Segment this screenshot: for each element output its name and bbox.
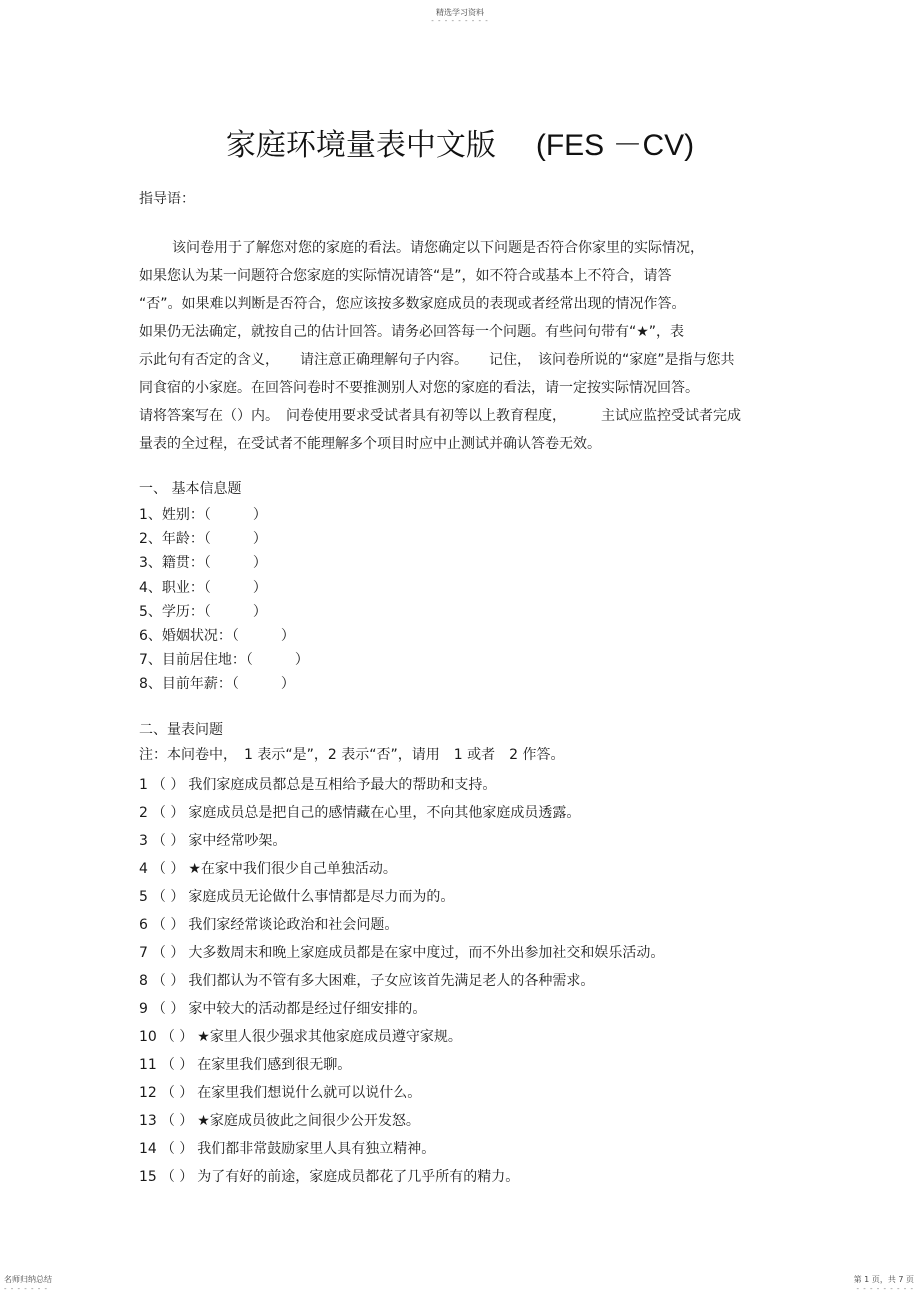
answer-blank[interactable]: （ ） [160, 1057, 194, 1073]
question-item: 12 （ ） 在家里我们想说什么就可以说什么。 [139, 1085, 422, 1101]
guide-line: 该问卷用于了解您对您的家庭的看法。请您确定以下问题是否符合你家里的实际情况， [172, 240, 704, 256]
answer-blank[interactable]: （ ） [151, 861, 185, 877]
question-item: 10 （ ） ★家里人很少强求其他家庭成员遵守家规。 [139, 1029, 462, 1045]
question-item: 6 （ ） 我们家经常谈论政治和社会问题。 [139, 917, 399, 933]
question-item: 9 （ ） 家中较大的活动都是经过仔细安排的。 [139, 1001, 427, 1017]
answer-blank[interactable]: （ ） [160, 1085, 194, 1101]
basic-info-item: 1、姓别：（ ） [139, 507, 267, 523]
guide-label: 指导语： [139, 191, 195, 207]
guide-line: “否”。如果难以判断是否符合，您应该按多数家庭成员的表现或者经常出现的情况作答。 [139, 296, 686, 312]
page-header-dashes: - - - - - - - - - [431, 17, 489, 25]
question-item: 3 （ ） 家中经常吵架。 [139, 833, 287, 849]
question-item: 8 （ ） 我们都认为不管有多大困难，子女应该首先满足老人的各种需求。 [139, 973, 595, 989]
question-item: 4 （ ） ★在家中我们很少自己单独活动。 [139, 861, 397, 877]
title-chinese: 家庭环境量表中文版 [225, 128, 496, 163]
page-header-label: 精选学习资料 [436, 8, 484, 17]
basic-info-item: 8、目前年薪：（ ） [139, 676, 295, 692]
answer-blank[interactable]: （ ） [151, 805, 185, 821]
answer-blank[interactable]: （ ） [151, 777, 185, 793]
basic-info-item: 2、年龄：（ ） [139, 531, 267, 547]
answer-blank[interactable]: （ ） [160, 1113, 194, 1129]
basic-info-item: 6、婚姻状况：（ ） [139, 628, 295, 644]
answer-blank[interactable]: （ ） [151, 889, 185, 905]
question-item: 2 （ ） 家庭成员总是把自己的感情藏在心里，不向其他家庭成员透露。 [139, 805, 581, 821]
guide-line: 同食宿的小家庭。在回答问卷时不要推测别人对您的家庭的看法，请一定按实际情况回答。 [139, 380, 699, 396]
question-item: 5 （ ） 家庭成员无论做什么事情都是尽力而为的。 [139, 889, 455, 905]
title-abbrev: (FES －CV) [535, 129, 695, 162]
answer-blank[interactable]: （ ） [151, 945, 185, 961]
answer-blank[interactable]: （ ） [160, 1141, 194, 1157]
footer-left-dashes: - - - - - - - [4, 1285, 49, 1293]
basic-info-item: 7、目前居住地：（ ） [139, 652, 309, 668]
answer-blank[interactable]: （ ） [151, 833, 185, 849]
section-basic-heading: 一、 基本信息题 [139, 481, 242, 497]
page-title [0, 120, 920, 164]
guide-line: 如果您认为某一问题符合您家庭的实际情况请答“是”，如不符合或基本上不符合，请答 [139, 268, 672, 284]
footer-left-label: 名师归纳总结 [4, 1275, 52, 1284]
answer-blank[interactable]: （ ） [151, 917, 185, 933]
guide-line: 示此句有否定的含义， 请注意正确理解句子内容。 记住， 该问卷所说的“家庭”是指与您共 [139, 352, 735, 368]
guide-line: 请将答案写在（）内。 问卷使用要求受试者具有初等以上教育程度， 主试应监控受试者完成 [139, 408, 741, 424]
answer-blank[interactable]: （ ） [160, 1029, 194, 1045]
question-item: 1 （ ） 我们家庭成员都总是互相给予最大的帮助和支持。 [139, 777, 497, 793]
question-item: 15 （ ） 为了有好的前途，家庭成员都花了几乎所有的精力。 [139, 1169, 520, 1185]
question-item: 7 （ ） 大多数周末和晚上家庭成员都是在家中度过，而不外出参加社交和娱乐活动。 [139, 945, 665, 961]
question-item: 11 （ ） 在家里我们感到很无聊。 [139, 1057, 352, 1073]
footer-right-dashes: - - - - - - - - - [856, 1285, 914, 1293]
answer-blank[interactable]: （ ） [160, 1169, 194, 1185]
guide-line: 量表的全过程，在受试者不能理解多个项目时应中止测试并确认答卷无效。 [139, 436, 601, 452]
guide-line: 如果仍无法确定，就按自己的估计回答。请务必回答每一个问题。有些问句带有“★”，表 [139, 324, 685, 340]
basic-info-item: 3、籍贯：（ ） [139, 555, 267, 571]
question-item: 13 （ ） ★家庭成员彼此之间很少公开发怒。 [139, 1113, 420, 1129]
page-number: 第 1 页，共 7 页 [853, 1275, 914, 1284]
answer-blank[interactable]: （ ） [151, 973, 185, 989]
scale-note: 注：本问卷中， 1 表示“是”，2 表示“否”，请用 1 或者 2 作答。 [139, 747, 565, 763]
section-scale-heading: 二、量表问题 [139, 722, 223, 738]
question-item: 14 （ ） 我们都非常鼓励家里人具有独立精神。 [139, 1141, 436, 1157]
basic-info-item: 5、学历：（ ） [139, 604, 267, 620]
basic-info-item: 4、职业：（ ） [139, 580, 267, 596]
answer-blank[interactable]: （ ） [151, 1001, 185, 1017]
